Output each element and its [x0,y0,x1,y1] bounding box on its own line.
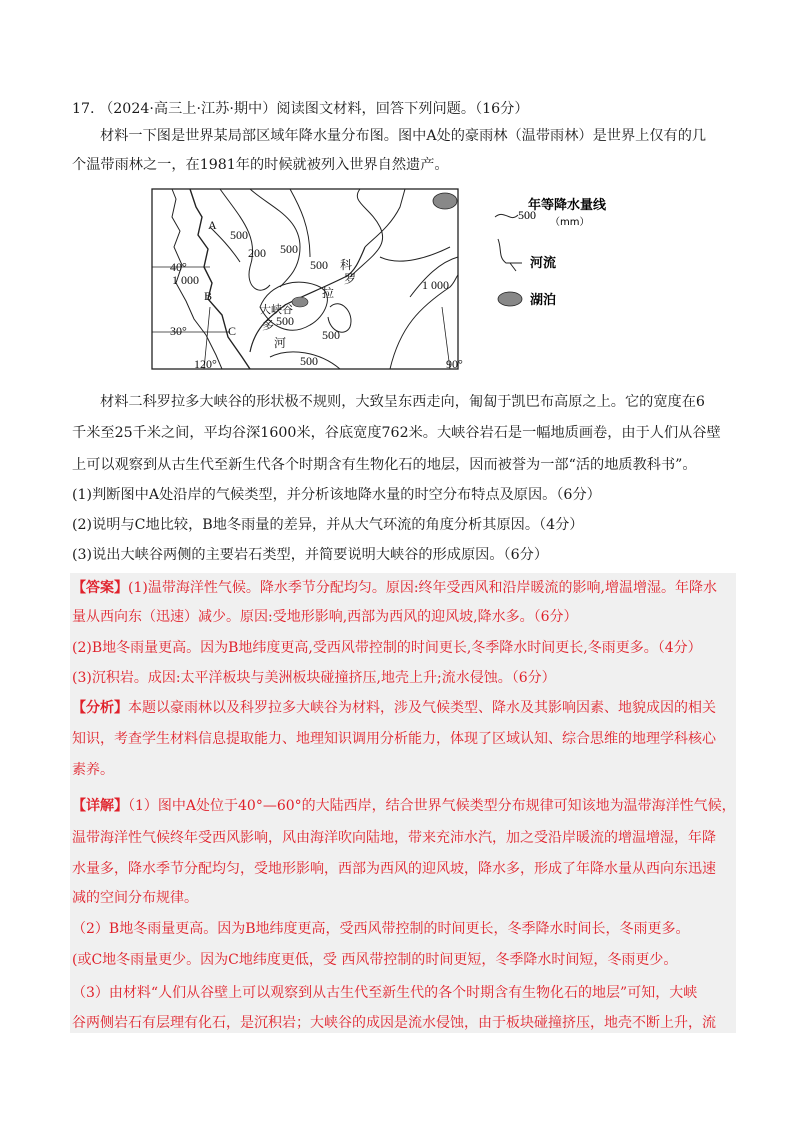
question-header-text: （2024·高三上·江苏·期中）阅读图文材料，回答下列问题。（16分） [99,101,529,117]
label-river-la: 拉 [322,286,335,300]
material2-line2: 千米至25千米之间，平均谷深1600米，谷底宽度762米。大峡谷岩石是一幅地质画卷，由于人们从谷壁 [72,425,721,441]
river-upper [365,189,405,247]
legend-lake: 湖泊 [530,293,557,308]
detail-line7: （3）由材料“人们从谷壁上可以观察到从古生代至新生代的各个时期含有生物化石的地层”可知，大峡 [72,985,698,1001]
analysis-line3: 素养。 [72,762,114,778]
label-lat40: 40° [170,260,187,274]
label-iso500-c: 500 [310,258,328,272]
label-lon120: 120° [194,357,217,371]
analysis-tag: 【分析】 [72,700,128,716]
label-river-duo: 多 [262,318,275,332]
analysis-line2: 知识，考查学生材料信息提取能力、地理知识调用分析能力，体现了区域认知、综合思维的地理学科核心 [72,731,716,747]
legend-isohyet-icon [495,214,518,217]
legend-iso-value: 500 [518,208,536,222]
label-lat30: 30° [170,324,187,338]
material1-line2: 个温带雨林之一，在1981年的时候就被列入世界自然遗产。 [72,157,449,173]
detail-text-1: （1）图中A处位于40°—60°的大陆西岸，结合世界气候类型分布规律可知该地为温带海洋性气候， [128,798,736,814]
isohyet-500-d [350,189,383,277]
question-number: 17. [72,101,95,117]
answer-1-line1: (1)温带海洋性气候。降水季节分配均匀。原因:终年受西风和沿岸暖流的影响,增温增湿。年降水 [128,580,717,596]
detail-line5: （2）B地冬雨量更高。因为B地纬度更高，受西风带控制的时间更长，冬季降水时间长，冬雨更多。 [72,921,690,937]
label-river-luo: 罗 [344,272,357,286]
material2-line3: 上可以观察到从古生代至新生代各个时期含有生物化石的地层，因而被誉为一部“活的地质教科书”。 [72,457,697,473]
label-lon90: 90° [446,357,463,371]
answer-2: (2)B地冬雨量更高。因为B地纬度更高,受西风带控制的时间更长,冬季降水时间更长,冬雨更多。（4分） [72,640,702,656]
coastline [190,189,250,369]
label-A: A [208,218,217,232]
river-east [380,247,450,261]
detail-line8: 谷两侧岩石有层理有化石，是沉积岩；大峡谷的成因是流水侵蚀，由于板块碰撞挤压，地壳不断上升，流 [72,1015,716,1031]
label-river-ke: 科 [340,258,353,272]
map-legend [495,197,607,308]
answer-3: (3)沉积岩。成因:太平洋板块与美洲板块碰撞挤压,地壳上升;流水侵蚀。（6分） [72,670,556,686]
question-header [72,99,529,119]
precipitation-map [150,187,630,372]
label-iso1000-west: 1 000 [172,273,199,287]
material2-line1: 材料二科罗拉多大峡谷的形状极不规则，大致呈东西走向，匍匐于凯巴布高原之上。它的宽度在6 [100,394,705,410]
analysis-line1 [72,698,716,718]
label-iso200: 200 [248,246,266,260]
legend-lake-icon [498,292,522,306]
answer-tag: 【答案】 [72,580,128,596]
detail-line4: 减的空间分布规律。 [72,890,198,906]
label-iso500-b: 500 [280,242,298,256]
label-iso500-d: 500 [276,314,294,328]
detail-tag: 【详解】 [72,798,128,814]
detail-line1 [72,796,736,816]
answer-1-line2: 量从西向东（迅速）减少。原因:受地形影响,西部为西风的迎风坡,降水多。（6分） [72,609,578,625]
label-iso500-f: 500 [300,354,318,368]
label-iso1000-east: 1 000 [422,278,449,292]
label-B: B [204,289,213,303]
label-iso500-e: 500 [322,328,340,342]
analysis-text-1: 本题以豪雨林以及科罗拉多大峡谷为材料，涉及气候类型、降水及其影响因素、地貌成因的相关 [128,700,716,716]
legend-river: 河流 [530,256,557,271]
label-C: C [228,324,237,338]
sub-question-3: (3)说出大峡谷两侧的主要岩石类型，并简要说明大峡谷的形成原因。（6分） [72,547,549,563]
detail-line6: (或C地冬雨量更少。因为C地纬度更低，受 西风带控制的时间更短，冬季降水时间短，冬雨更少。 [72,952,678,968]
label-canyon: 大峡谷 [260,304,293,316]
label-iso500-a: 500 [230,228,248,242]
sub-question-1: (1)判断图中A处沿岸的气候类型，并分析该地降水量的时空分布特点及原因。（6分） [72,487,601,503]
lake-1 [433,193,457,209]
isohyet-200 [250,189,300,287]
lake-2 [292,297,308,307]
label-river-he: 河 [274,336,287,350]
detail-line2: 温带海洋性气候终年受西风影响，风由海洋吹向陆地，带来充沛水汽，加之受沿岸暖流的增温增湿，年降 [72,830,716,846]
legend-unit: （mm） [550,217,590,228]
legend-title: 年等降水量线 [528,198,607,213]
sub-question-2: (2)说明与C地比较，B地冬雨量的差异，并从大气环流的角度分析其原因。（4分） [72,517,584,533]
answer-line1 [72,578,717,598]
legend-river-icon [498,239,522,271]
material1-line1: 材料一下图是世界某局部区域年降水量分布图。图中A处的豪雨林（温带雨林）是世界上仅有的几 [100,128,707,144]
detail-line3: 水量多，降水季节分配均匀，受地形影响，西部为西风的迎风坡，降水多，形成了年降水量从西向东迅速 [72,861,716,877]
